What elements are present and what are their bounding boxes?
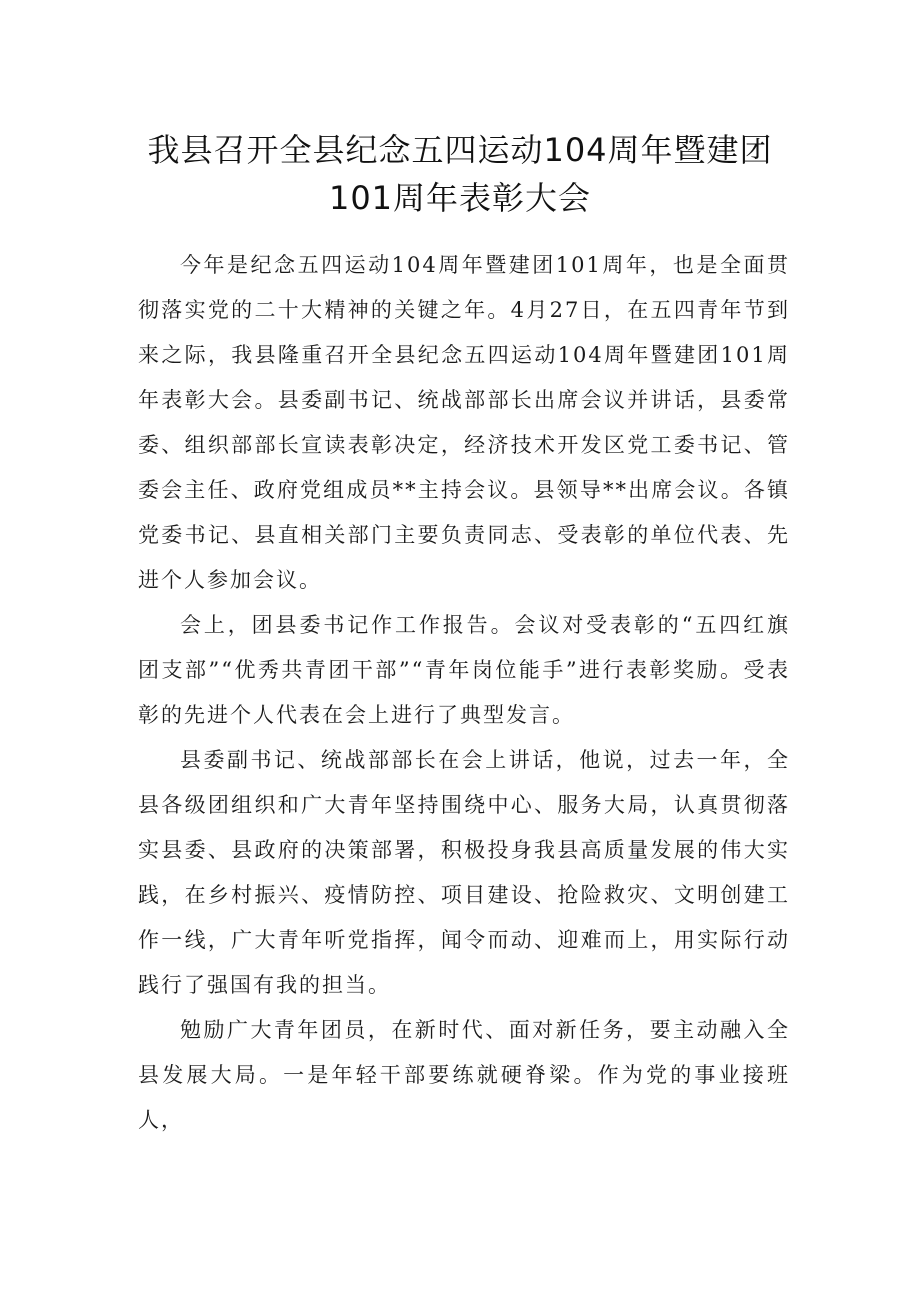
document-title xyxy=(110,126,810,222)
title-line-1: 我县召开全县纪念五四运动104周年暨建团 xyxy=(147,131,773,169)
paragraph-3: 县委副书记、统战部部长在会上讲话，他说，过去一年，全县各级团组织和广大青年坚持围绕中心、服务大局，认真贯彻落实县委、县政府的决策部署，积极投身我县高质量发展的伟大实践，在乡村振兴、疫情防控、项目建设、抢险救灾、文明创建工作一线，广大青年听党指挥，闻令而动、迎难而上，用实际行动践行了强国有我的担当。 xyxy=(138,748,790,997)
title-line-2: 101周年表彰大会 xyxy=(328,179,592,217)
paragraph-4: 勉励广大青年团员，在新时代、面对新任务，要主动融入全县发展大局。一是年轻干部要练就硬脊梁。作为党的事业接班人， xyxy=(138,1018,790,1132)
paragraph-2: 会上，团县委书记作工作报告。会议对受表彰的“五四红旗团支部”“优秀共青团干部”“青年岗位能手”进行表彰奖励。受表彰的先进个人代表在会上进行了典型发言。 xyxy=(138,613,790,727)
document-body xyxy=(138,243,790,1143)
paragraph-1: 今年是纪念五四运动104周年暨建团101周年，也是全面贯彻落实党的二十大精神的关键之年。4月27日，在五四青年节到来之际，我县隆重召开全县纪念五四运动104周年暨建团101周年表彰大会。县委副书记、统战部部长出席会议并讲话，县委常委、组织部部长宣读表彰决定，经济技术开发区党工委书记、管委会主任、政府党组成员**主持会议。县领导**出席会议。各镇党委书记、县直相关部门主要负责同志、受表彰的单位代表、先进个人参加会议。 xyxy=(138,253,790,592)
